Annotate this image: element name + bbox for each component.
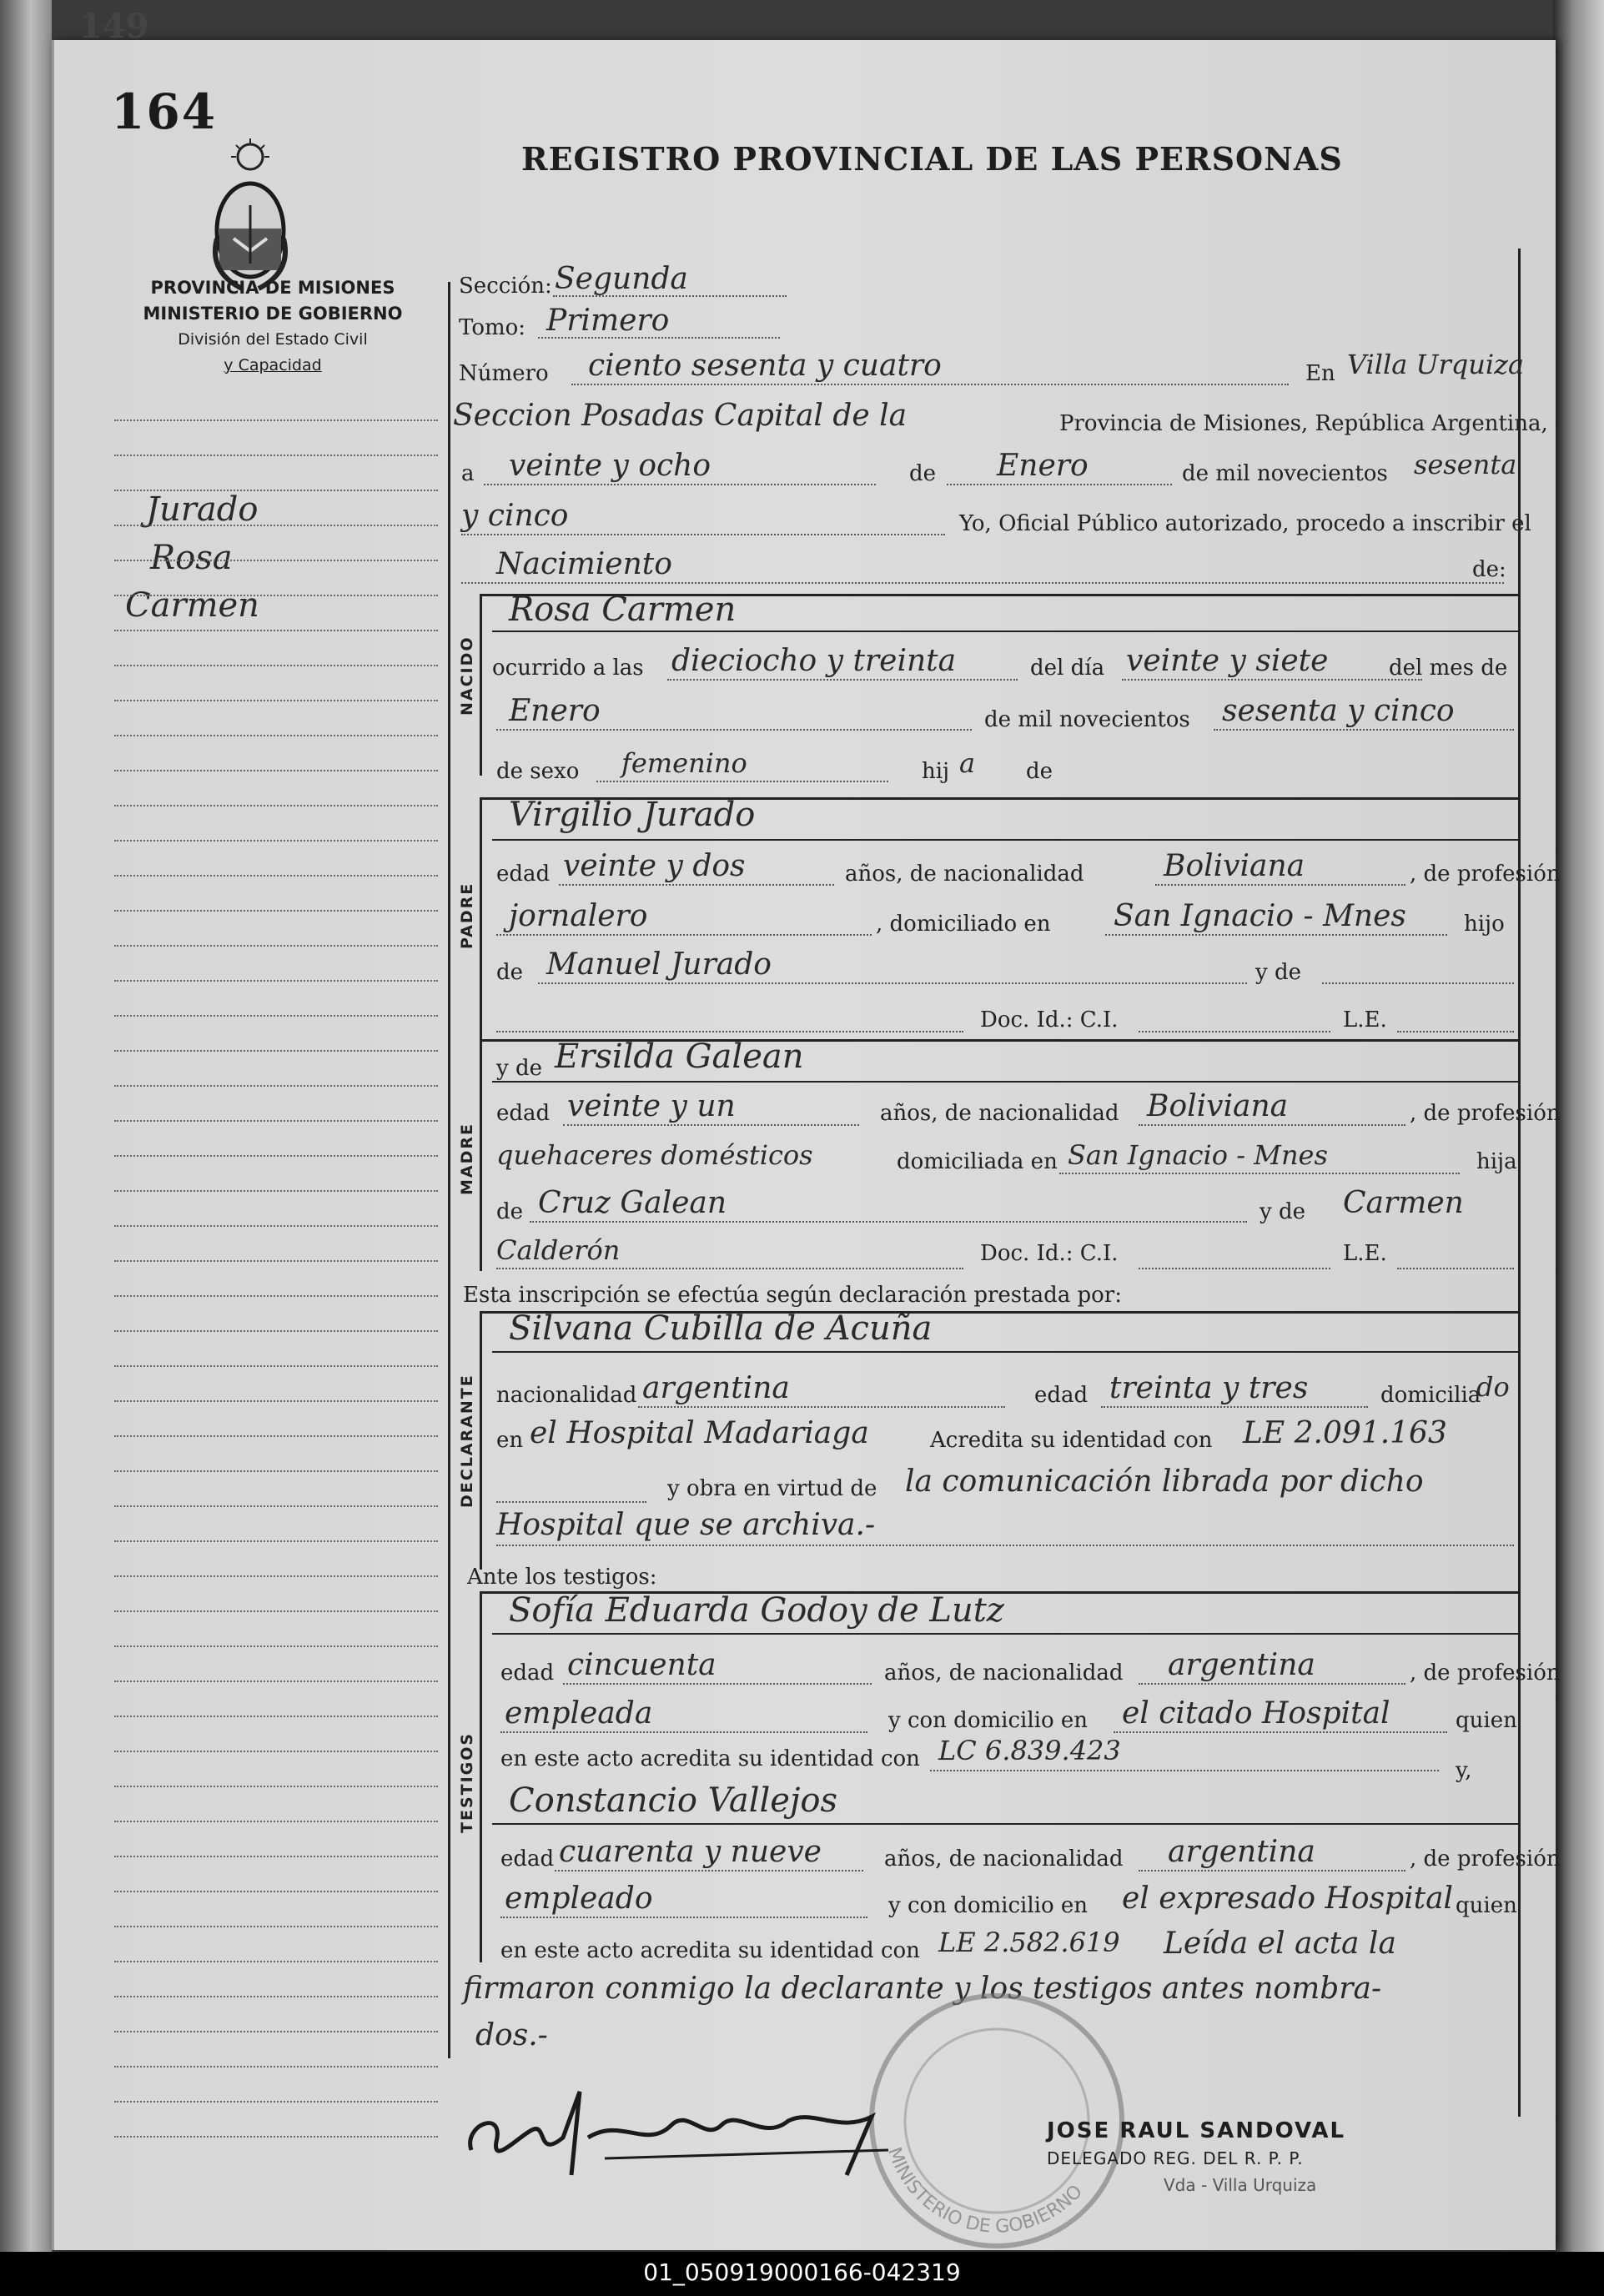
nacido-side-label: NACIDO [458, 636, 476, 716]
testigo2-edad-value: cuarenta y nueve [559, 1835, 822, 1869]
margin-rule [114, 1155, 438, 1157]
register-page [52, 7, 1561, 2250]
margin-rule [114, 1330, 438, 1332]
madre-dom-label: domiciliada en [897, 1149, 1058, 1174]
declarante-intro: Esta inscripción se efectúa según declaración prestada por: [463, 1283, 1122, 1308]
margin-rule [114, 560, 438, 561]
image-id-caption: 01_050919000166-042319 [643, 2258, 961, 2286]
margin-rule [114, 770, 438, 771]
dotted-rule [667, 679, 1018, 681]
margin-rule [114, 1681, 438, 1682]
declarante-en-label: en [496, 1428, 524, 1453]
margin-rule [114, 2031, 438, 2032]
previous-folio-number: 149 [79, 7, 149, 46]
year-value-part1: sesenta [1414, 449, 1517, 480]
margin-rule [114, 1575, 438, 1577]
margin-rule [114, 1225, 438, 1227]
padre-le-label: L.E. [1343, 1007, 1387, 1032]
dotted-rule [1139, 1870, 1405, 1871]
locality-value: Seccion Posadas Capital de la [453, 399, 908, 433]
declarante-edad-label: edad [1034, 1383, 1089, 1408]
padre-name: Virgilio Jurado [509, 796, 756, 834]
testigo1-name: Sofía Eduarda Godoy de Lutz [509, 1591, 1004, 1630]
declarante-domicilia-label: domicilia [1380, 1383, 1481, 1408]
testigo1-edad-value: cincuenta [567, 1648, 717, 1682]
closing-line2: firmaron conmigo la declarante y los testigos antes nombra- [463, 1972, 1382, 2006]
margin-rule [114, 945, 438, 947]
oficial-text: Yo, Oficial Público autorizado, procedo a inscribir el [959, 511, 1531, 536]
section-bracket [480, 594, 482, 776]
dotted-rule [1397, 1268, 1514, 1269]
book-edge-right [1553, 0, 1604, 2252]
dotted-rule [1214, 729, 1514, 731]
madre-doc-label: Doc. Id.: C.I. [980, 1241, 1119, 1266]
closing-line3: dos.- [475, 2018, 548, 2052]
document-title: REGISTRO PROVINCIAL DE LAS PERSONAS [521, 140, 1343, 178]
inscribir-value: Nacimiento [496, 547, 672, 581]
margin-rule [114, 525, 438, 526]
dotted-rule [1105, 934, 1447, 936]
testigo1-y-label: y, [1456, 1758, 1472, 1783]
testigo1-dom-value: el citado Hospital [1122, 1696, 1390, 1731]
margin-rule [114, 1015, 438, 1017]
madre-abuela-value2: Calderón [496, 1234, 621, 1266]
dotted-rule [461, 582, 1504, 584]
nacido-de-label: de [1026, 759, 1053, 784]
margin-rule [114, 1926, 438, 1927]
margin-surname: Jurado [146, 490, 259, 529]
padre-side-label: PADRE [458, 882, 476, 949]
testigo2-dom-value: el expresado Hospital [1122, 1882, 1454, 1916]
tomo-label: Tomo: [459, 315, 526, 340]
madre-edad-label: edad [496, 1101, 551, 1126]
margin-rule [114, 1856, 438, 1857]
padre-de-label: de [496, 960, 524, 985]
declarante-acredita-label: Acredita su identidad con [930, 1428, 1213, 1453]
margin-rule [114, 735, 438, 736]
de-label: de [909, 461, 937, 486]
dotted-rule [496, 1501, 646, 1503]
margin-rule [114, 1786, 438, 1787]
dotted-rule [496, 1031, 963, 1032]
margin-rule [114, 595, 438, 596]
dotted-rule [563, 1683, 872, 1685]
padre-y-de-label: y de [1255, 960, 1301, 985]
margin-rule [114, 875, 438, 877]
testigo1-acredita-label: en este acto acredita su identidad con [500, 1746, 920, 1771]
margin-rule [114, 490, 438, 491]
mil-text: de mil novecientos [1182, 461, 1388, 486]
de-colon: de: [1472, 557, 1506, 582]
margin-rule [114, 1996, 438, 1997]
a-label: a [461, 461, 475, 486]
margin-rule [114, 1085, 438, 1087]
seccion-value: Segunda [555, 262, 688, 296]
margin-rule [114, 1540, 438, 1542]
margin-rule [114, 805, 438, 806]
margin-rule [114, 1891, 438, 1892]
declarante-nac-value: argentina [642, 1371, 790, 1405]
margin-rule [114, 1961, 438, 1962]
margin-rule [114, 1435, 438, 1437]
dotted-rule [1059, 1173, 1460, 1174]
sexo-value: femenino [621, 747, 747, 779]
margin-rule [114, 1505, 438, 1507]
padre-hijo-label: hijo [1464, 912, 1505, 937]
padre-edad-label: edad [496, 862, 551, 887]
dotted-rule [538, 982, 1247, 984]
testigo1-prof-label: , de profesión [1410, 1660, 1561, 1686]
padre-nac-label: años, de nacionalidad [845, 862, 1084, 887]
margin-rule [114, 910, 438, 912]
year-value-part2: y cinco [461, 499, 569, 533]
madre-abuelo-value: Cruz Galean [538, 1186, 727, 1220]
padre-dom-value: San Ignacio - Mnes [1114, 899, 1406, 933]
madre-nac-value: Boliviana [1147, 1089, 1289, 1123]
margin-rule [114, 1050, 438, 1052]
margin-rule [114, 1120, 438, 1122]
dotted-rule [947, 484, 1172, 485]
dotted-rule [555, 1870, 863, 1871]
madre-le-label: L.E. [1343, 1241, 1387, 1266]
testigo1-dom-label: y con domicilio en [888, 1708, 1089, 1733]
day-value: veinte y ocho [509, 449, 711, 483]
numero-value: ciento sesenta y cuatro [588, 349, 942, 383]
margin-rule [114, 1190, 438, 1192]
margin-rule [114, 1365, 438, 1367]
del-mes-label: del mes de [1389, 656, 1508, 681]
section-bracket [480, 1039, 482, 1271]
madre-hija-label: hija [1476, 1149, 1517, 1174]
padre-prof-label: , de profesión [1410, 862, 1561, 887]
margin-rule [114, 1470, 438, 1472]
section-bracket [480, 797, 482, 1039]
mes-value: Enero [509, 694, 601, 728]
margin-rule [114, 2101, 438, 2103]
dotted-rule [461, 534, 945, 535]
dotted-rule [1139, 1031, 1330, 1032]
month-value: Enero [997, 449, 1089, 483]
agency-division: División del Estado Civil [178, 330, 368, 349]
padre-prof-value: jornalero [509, 899, 648, 933]
dotted-rule [571, 384, 1289, 385]
ocurrido-label: ocurrido a las [492, 656, 644, 681]
madre-de-label: de [496, 1199, 524, 1224]
padre-edad-value: veinte y dos [563, 849, 746, 883]
del-dia-label: del día [1030, 656, 1105, 681]
testigo2-name: Constancio Vallejos [509, 1781, 837, 1820]
numero-label: Número [459, 361, 549, 386]
padre-doc-label: Doc. Id.: C.I. [980, 1007, 1119, 1032]
dotted-rule [1139, 1683, 1405, 1685]
testigo1-nac-label: años, de nacionalidad [884, 1660, 1124, 1686]
frame-left-line [448, 282, 450, 2058]
testigo2-edad-label: edad [500, 1846, 555, 1871]
sexo-label: de sexo [496, 759, 580, 784]
declarante-domicilia-suffix: do [1476, 1371, 1510, 1403]
hij-suffix: a [959, 747, 976, 779]
nacido-name: Rosa Carmen [509, 590, 737, 629]
folio-number: 164 [111, 83, 218, 140]
margin-rule [114, 700, 438, 701]
agency-province: PROVINCIA DE MISIONES [150, 278, 395, 298]
anio-value: sesenta y cinco [1222, 694, 1455, 728]
padre-nac-value: Boliviana [1164, 849, 1305, 883]
declarante-virtud-label: y obra en virtud de [667, 1476, 877, 1501]
margin-rule [114, 420, 438, 421]
madre-nac-label: años, de nacionalidad [880, 1101, 1119, 1126]
testigo2-nac-value: argentina [1168, 1835, 1315, 1869]
dotted-rule [563, 1124, 859, 1126]
section-bracket [480, 1591, 482, 1962]
margin-rule [114, 840, 438, 842]
en-value: Villa Urquiza [1347, 349, 1525, 380]
testigo2-prof-label: , de profesión [1410, 1846, 1561, 1871]
margin-rule [114, 2066, 438, 2067]
section-line [492, 839, 1518, 841]
margin-second-name: Carmen [125, 586, 259, 625]
dotted-rule [484, 484, 876, 485]
agency-capacity: y Capacidad [224, 356, 322, 374]
testigos-intro: Ante los testigos: [467, 1565, 657, 1590]
testigo2-prof-value: empleado [505, 1882, 653, 1916]
section-bracket [480, 1311, 482, 1570]
declarante-edad-value: treinta y tres [1109, 1371, 1309, 1405]
province-text: Provincia de Misiones, República Argentina, [1059, 411, 1548, 436]
margin-given-name: Rosa [150, 539, 233, 577]
signatures-scribbles [455, 2058, 922, 2183]
dotted-rule [559, 884, 834, 886]
testigo2-acredita-label: en este acto acredita su identidad con [500, 1938, 920, 1963]
padre-dom-label: , domiciliado en [876, 912, 1051, 937]
nacido-mil-text: de mil novecientos [984, 707, 1190, 732]
margin-rule [114, 2136, 438, 2138]
dotted-rule [638, 1406, 1005, 1408]
dotted-rule [1322, 982, 1514, 984]
declarante-virtud-value: la comunicación librada por dicho [905, 1465, 1424, 1499]
margin-rule [114, 1260, 438, 1262]
declarante-name: Silvana Cubilla de Acuña [509, 1309, 933, 1348]
margin-rule [114, 980, 438, 982]
declarante-acredita-value: LE 2.091.163 [1243, 1416, 1447, 1450]
testigo2-doc-value: LE 2.582.619 [938, 1927, 1120, 1958]
tomo-value: Primero [546, 304, 670, 338]
madre-dom-value: San Ignacio - Mnes [1068, 1139, 1328, 1171]
section-line [492, 1633, 1518, 1635]
madre-abuela-value1: Carmen [1343, 1186, 1464, 1220]
section-line [492, 1351, 1518, 1353]
testigo2-nac-label: años, de nacionalidad [884, 1846, 1124, 1871]
madre-prof-value: quehaceres domésticos [496, 1139, 813, 1171]
hij-label: hij [922, 759, 950, 784]
declarante-side-label: DECLARANTE [458, 1374, 476, 1508]
dotted-rule [930, 1770, 1439, 1771]
officer-title: DELEGADO REG. DEL R. P. P. [1047, 2148, 1304, 2168]
dotted-rule [1122, 679, 1422, 681]
margin-rule [114, 1645, 438, 1647]
agency-ministry: MINISTERIO DE GOBIERNO [143, 304, 403, 324]
testigo2-quien-label: quien [1456, 1893, 1517, 1918]
margin-rule [114, 1610, 438, 1612]
testigo2-dom-label: y con domicilio en [888, 1893, 1089, 1918]
margin-rule [114, 455, 438, 456]
dotted-rule [553, 295, 787, 297]
declarante-en-value: el Hospital Madariaga [530, 1416, 869, 1450]
seccion-label: Sección: [459, 274, 552, 299]
dotted-rule [1155, 884, 1405, 886]
dotted-rule [496, 1268, 963, 1269]
testigos-side-label: TESTIGOS [458, 1731, 476, 1833]
margin-rule [114, 1400, 438, 1402]
madre-side-label: MADRE [458, 1123, 476, 1195]
section-line [492, 1081, 1518, 1083]
hora-value: dieciocho y treinta [671, 644, 957, 678]
officer-name: JOSE RAUL SANDOVAL [1047, 2118, 1346, 2143]
closing-inline: Leída el acta la [1164, 1927, 1396, 1961]
testigo1-nac-value: argentina [1168, 1648, 1315, 1682]
dotted-rule [500, 1917, 867, 1918]
testigo1-doc-value: LC 6.839.423 [938, 1735, 1121, 1766]
testigo1-edad-label: edad [500, 1660, 555, 1686]
margin-rule [114, 1751, 438, 1752]
testigo1-prof-value: empleada [505, 1696, 653, 1731]
dotted-rule [1139, 1124, 1405, 1126]
margin-rule [114, 1821, 438, 1822]
madre-y-de2-label: y de [1260, 1199, 1305, 1224]
margin-rule [114, 630, 438, 631]
dotted-rule [1139, 1268, 1330, 1269]
dotted-rule [538, 337, 780, 339]
margin-rule [114, 665, 438, 666]
binder-edge [0, 0, 52, 2252]
dotted-rule [1397, 1031, 1514, 1032]
declarante-virtud-value2: Hospital que se archiva.- [496, 1508, 876, 1542]
dotted-rule [1114, 1731, 1447, 1733]
coat-of-arms-icon [204, 138, 296, 297]
en-label: En [1305, 361, 1335, 386]
declarante-nac-label: nacionalidad [496, 1383, 637, 1408]
section-line [492, 631, 1518, 632]
dotted-rule [496, 1545, 1514, 1546]
padre-abuelo-value: Manuel Jurado [546, 947, 772, 982]
testigo1-quien-label: quien [1456, 1708, 1517, 1733]
margin-rule [114, 1716, 438, 1717]
dotted-rule [496, 729, 972, 731]
dotted-rule [500, 1731, 867, 1733]
dotted-rule [496, 934, 872, 936]
dotted-rule [596, 781, 888, 782]
dotted-rule [530, 1221, 1247, 1223]
madre-name: Ersilda Galean [555, 1037, 804, 1076]
officer-place: Vda - Villa Urquiza [1164, 2175, 1317, 2195]
stamp-text: MINISTERIO DE GOBIERNO [883, 2144, 1087, 2238]
margin-rule [114, 1295, 438, 1297]
madre-edad-value: veinte y un [567, 1089, 736, 1123]
madre-prof-label: , de profesión [1410, 1101, 1561, 1126]
dotted-rule [1101, 1406, 1368, 1408]
dia-value: veinte y siete [1126, 644, 1329, 678]
madre-y-de-label: y de [496, 1056, 542, 1081]
section-line [492, 1823, 1518, 1825]
